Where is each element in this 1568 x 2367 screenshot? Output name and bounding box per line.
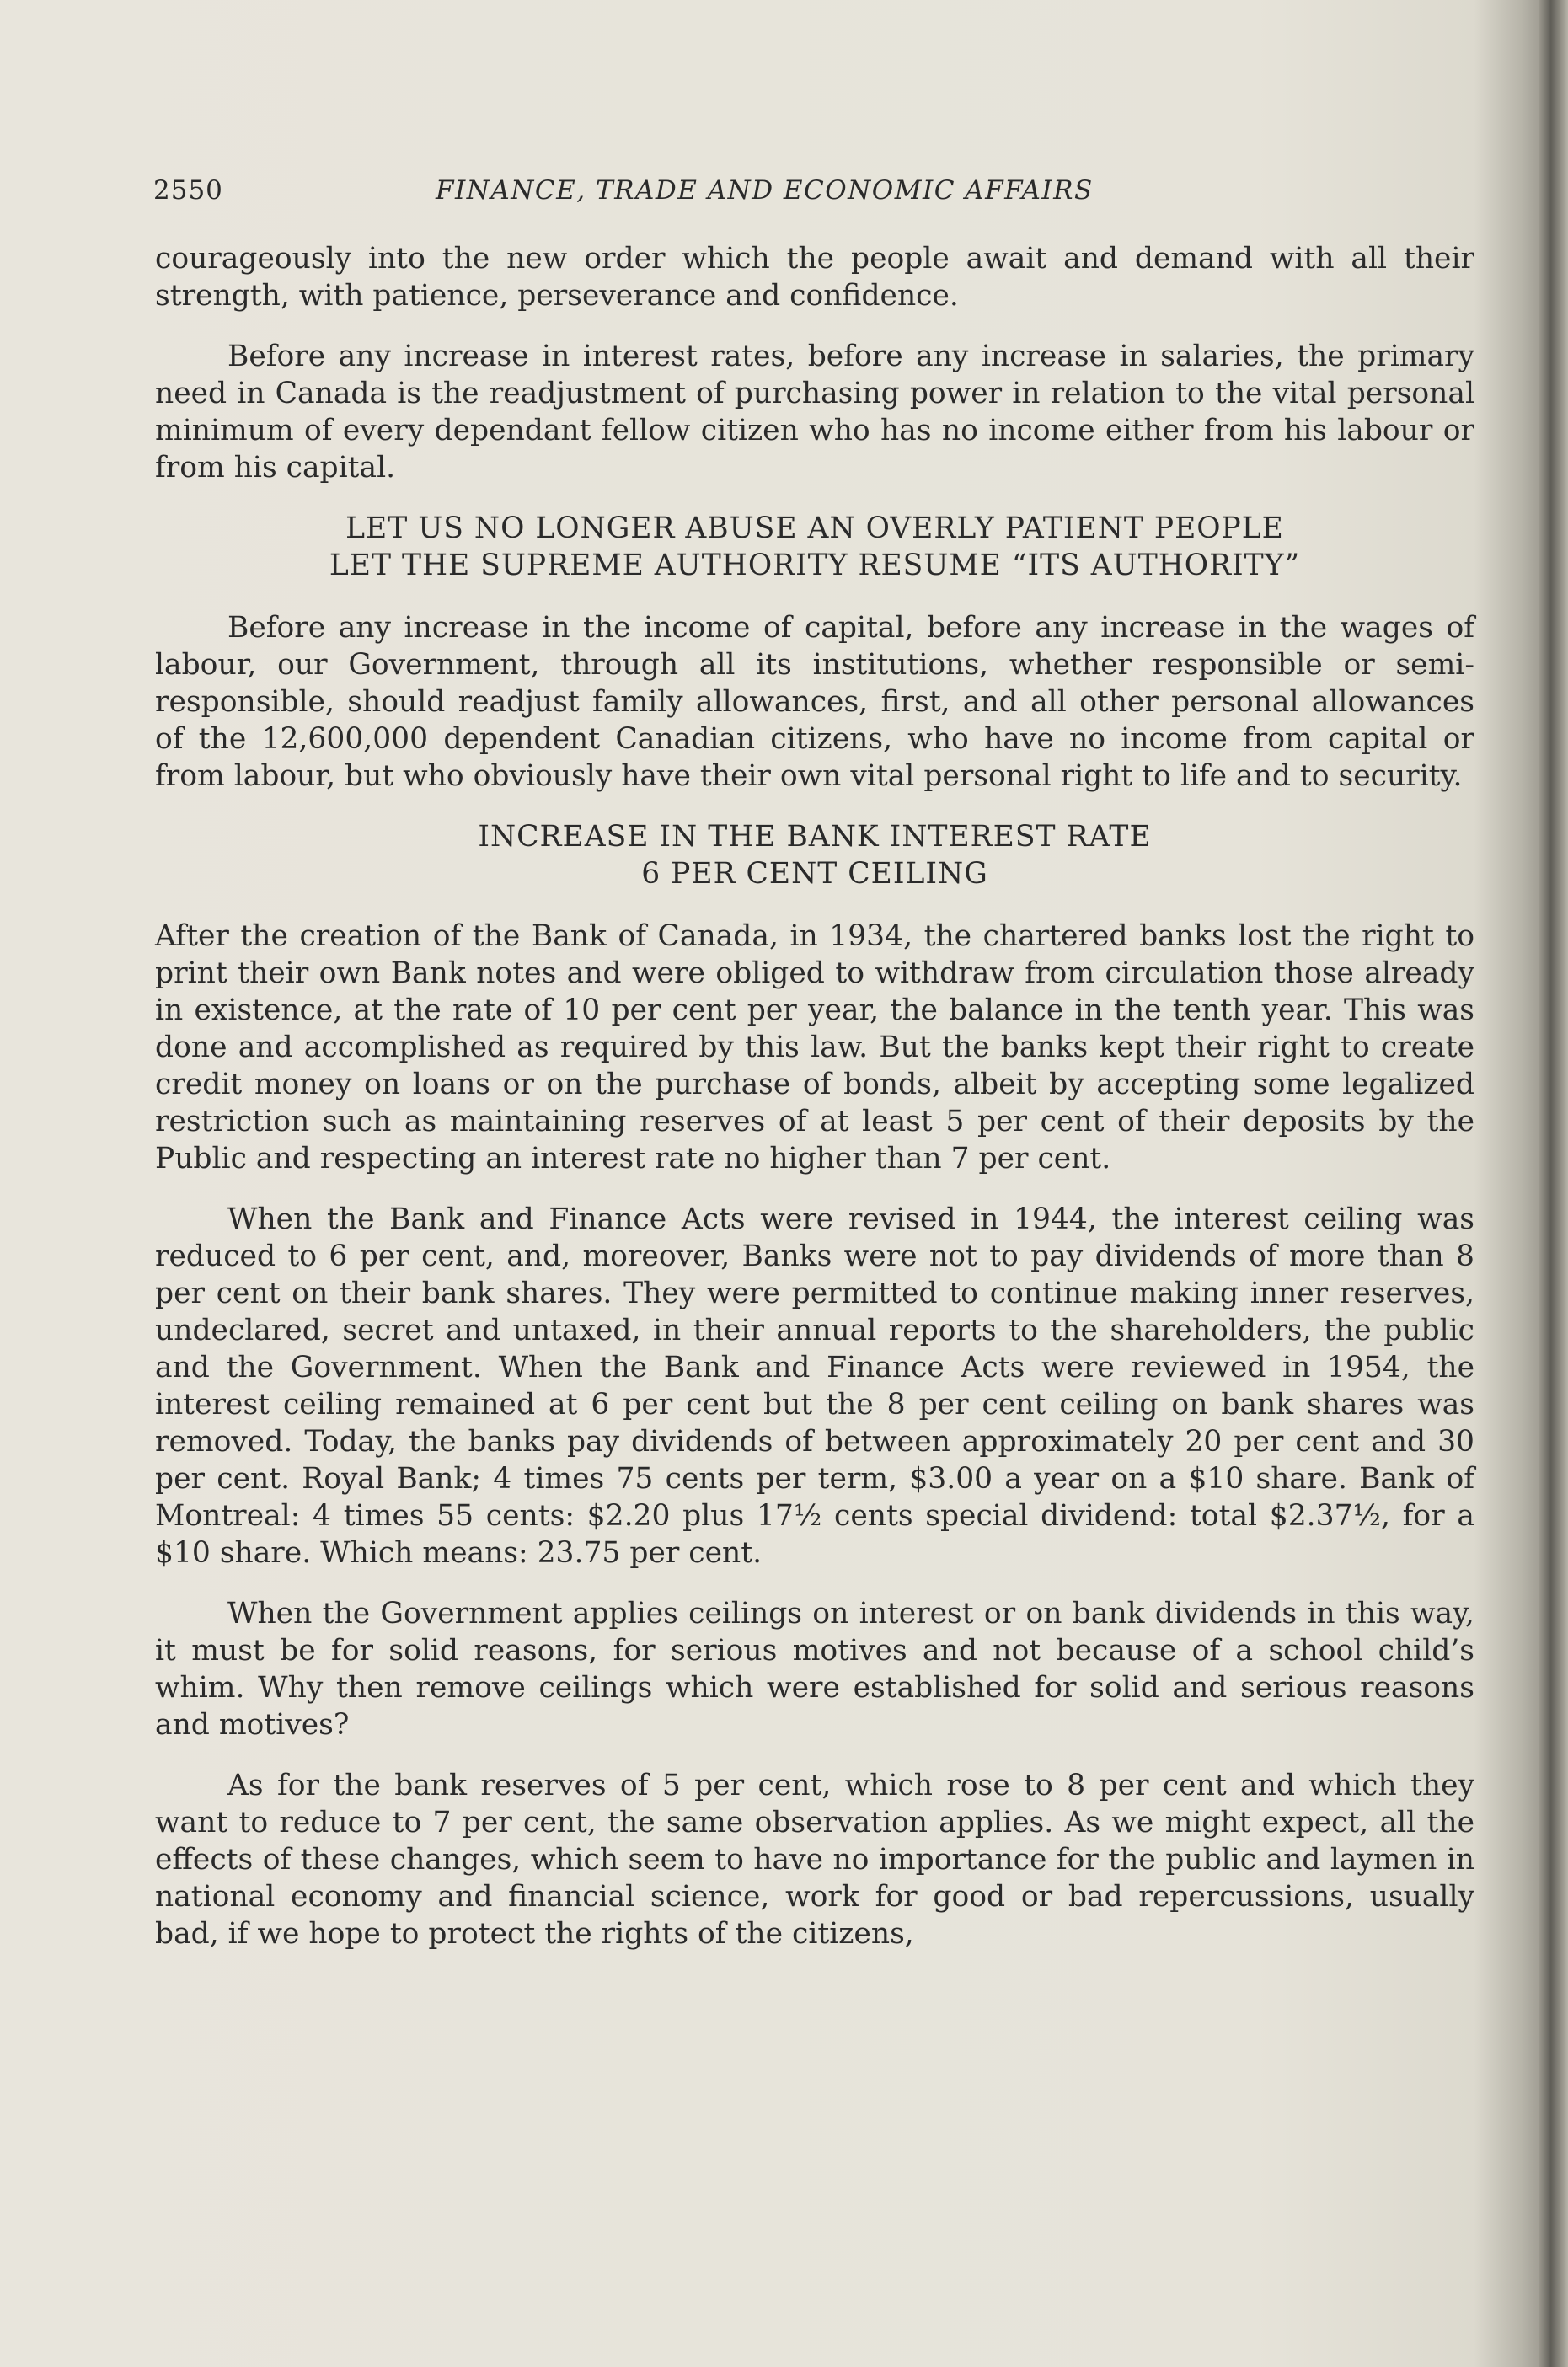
- book-spine-shadow: [1539, 0, 1568, 2367]
- section-heading-1-line-2: LET THE SUPREME AUTHORITY RESUME “ITS AUTHORITY”: [329, 549, 1301, 582]
- section-heading-1-line-1: LET US NO LONGER ABUSE AN OVERLY PATIENT PEOPLE: [345, 511, 1284, 545]
- paragraph-3: Before any increase in the income of capital, before any increase in the wages of labour, our Government, through all its institutions, whether responsible or semi-responsible, should readjust family allowances, first, and all other personal allowances of the 12,600,000 dependent Canadian citizens, who have no income from capital or from labour, but who obviously have their own vital personal right to life and to security.: [155, 611, 1474, 793]
- section-heading-2: [155, 818, 1474, 892]
- running-head: FINANCE, TRADE AND ECONOMIC AFFAIRS: [436, 175, 1094, 206]
- paragraph-6: When the Government applies ceilings on interest or on bank dividends in this way, it must be for solid reasons, for serious motives and not because of a school child’s whim. Why then remove ceilings which were established for solid and serious reasons and motives?: [155, 1597, 1474, 1742]
- section-heading-2-line-2: 6 PER CENT CEILING: [641, 857, 988, 891]
- body-text: [155, 240, 1474, 1976]
- page-header: [153, 169, 1198, 211]
- section-heading-1: [155, 510, 1474, 584]
- section-heading-2-line-1: INCREASE IN THE BANK INTEREST RATE: [478, 820, 1152, 854]
- paragraph-5: When the Bank and Finance Acts were revised in 1944, the interest ceiling was reduced to 6 per cent, and, moreover, Banks were not to pay dividends of more than 8 per cent on their bank shares. They were permitted to continue making inner reserves, undeclared, secret and untaxed, in their annual reports to the shareholders, the public and the Government. When the Bank and Finance Acts were reviewed in 1954, the interest ceiling remained at 6 per cent but the 8 per cent ceiling on bank shares was removed. Today, the banks pay dividends of between approximately 20 per cent and 30 per cent. Royal Bank; 4 times 75 cents per term, $3.00 a year on a $10 share. Bank of Montreal: 4 times 55 cents: $2.20 plus 17½ cents special dividend: total $2.37½, for a $10 share. Which means: 23.75 per cent.: [155, 1202, 1474, 1570]
- paragraph-1: courageously into the new order which the people await and demand with all their strength, with patience, perseverance and confidence.: [155, 242, 1474, 313]
- paragraph-4: After the creation of the Bank of Canada, in 1934, the chartered banks lost the right to print their own Bank notes and were obliged to withdraw from circulation those already in existence, at the rate of 10 per cent per year, the balance in the tenth year. This was done and accomplished as required by this law. But the banks kept their right to create credit money on loans or on the purchase of bonds, albeit by accepting some legalized restriction such as maintaining reserves of at least 5 per cent of their deposits by the Public and respecting an interest rate no higher than 7 per cent.: [155, 919, 1474, 1175]
- paragraph-2: Before any increase in interest rates, before any increase in salaries, the primary need in Canada is the readjustment of purchasing power in relation to the vital personal minimum of every dependant fellow citizen who has no income either from his labour or from his capital.: [155, 340, 1474, 485]
- page-number: 2550: [153, 175, 223, 206]
- paragraph-7: As for the bank reserves of 5 per cent, which rose to 8 per cent and which they want to reduce to 7 per cent, the same observation applies. As we might expect, all the effects of these changes, which seem to have no importance for the public and laymen in national economy and financial science, work for good or bad repercussions, usually bad, if we hope to protect the rights of the citizens,: [155, 1769, 1474, 1951]
